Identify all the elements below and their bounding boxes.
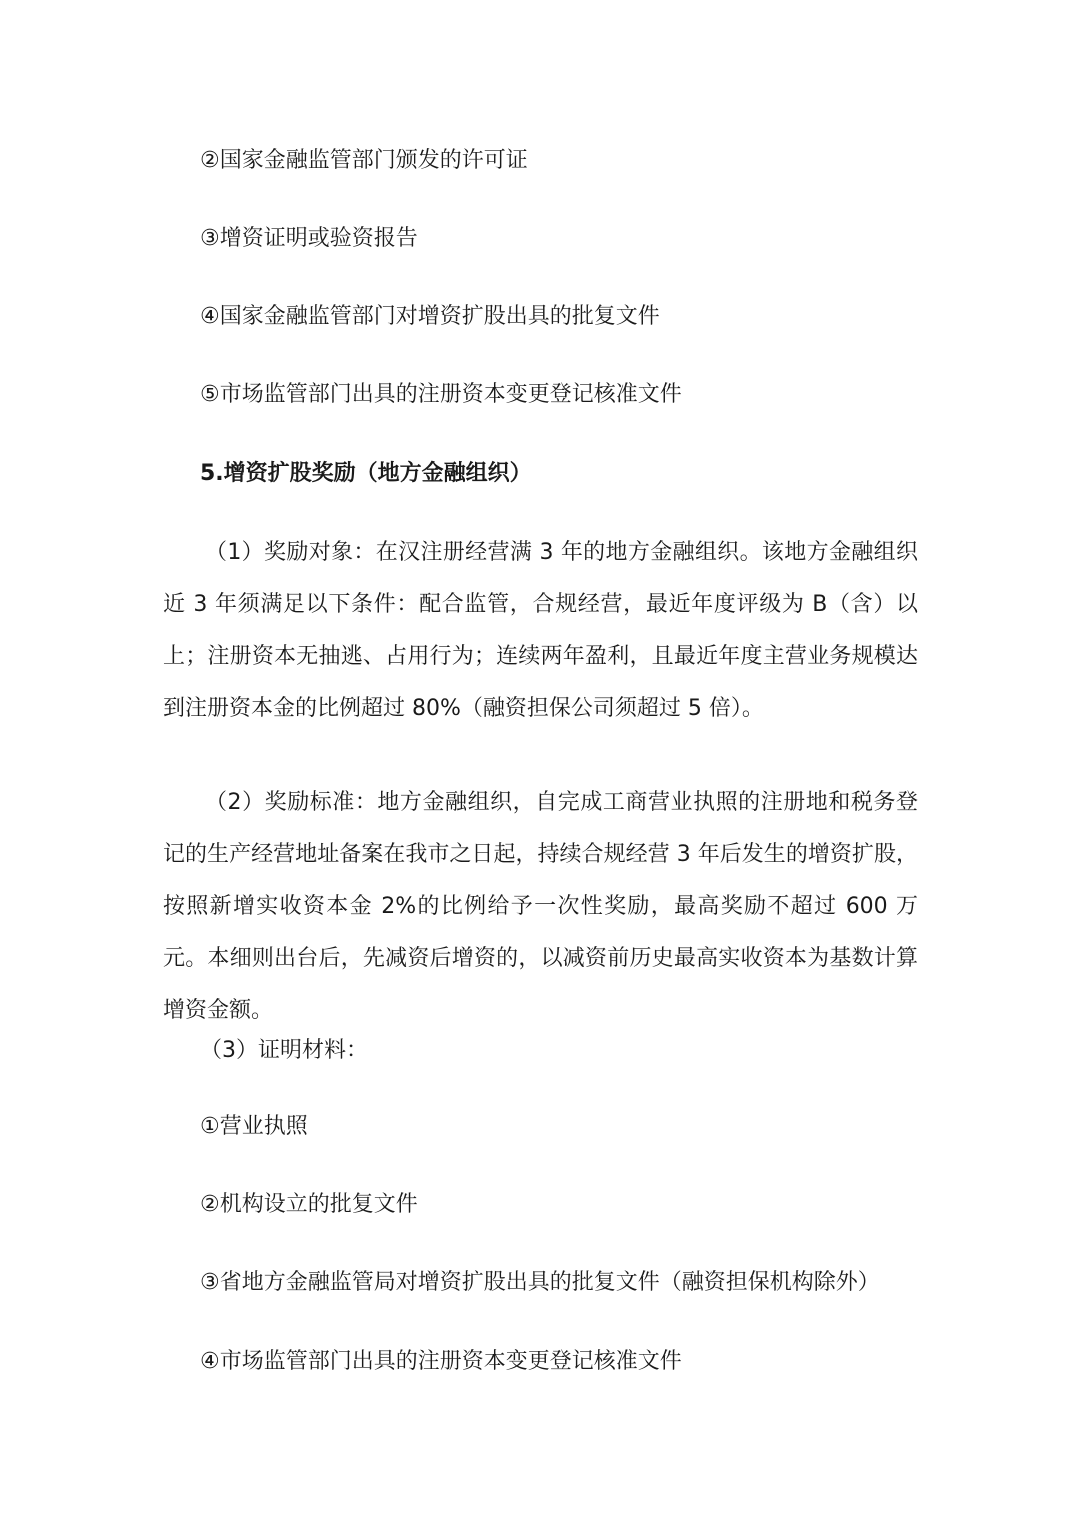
list-item: ③增资证明或验资报告	[200, 226, 418, 251]
list-item: ③省地方金融监管局对增资扩股出具的批复文件（融资担保机构除外）	[200, 1270, 880, 1295]
paragraph-award-target: （1）奖励对象：在汉注册经营满 3 年的地方金融组织。该地方金融组织近 3 年须满足以下条件：配合监管，合规经营，最近年度评级为 B（含）以上；注册资本无抽逃、占用行为；连续两年盈利，且最近年度主营业务规模达到注册资本金的比例超过 80%（融资担保公司须超过 5 倍）。	[163, 540, 918, 721]
materials-label: （3）证明材料：	[200, 1038, 368, 1063]
list-item: ④市场监管部门出具的注册资本变更登记核准文件	[200, 1349, 682, 1374]
list-item: ①营业执照	[200, 1114, 308, 1139]
section-heading: 5.增资扩股奖励（地方金融组织）	[200, 461, 532, 486]
paragraph-award-standard: （2）奖励标准：地方金融组织，自完成工商营业执照的注册地和税务登记的生产经营地址备案在我市之日起，持续合规经营 3 年后发生的增资扩股，按照新增实收资本金 2%的比例给予一次性奖励，最高奖励不超过 600 万元。本细则出台后，先减资后增资的，以减资前历史最高实收资本为基数计算增资金额。	[163, 790, 918, 1023]
list-item: ②机构设立的批复文件	[200, 1192, 418, 1217]
list-item: ②国家金融监管部门颁发的许可证	[200, 148, 528, 173]
list-item: ④国家金融监管部门对增资扩股出具的批复文件	[200, 304, 660, 329]
list-item: ⑤市场监管部门出具的注册资本变更登记核准文件	[200, 382, 682, 407]
